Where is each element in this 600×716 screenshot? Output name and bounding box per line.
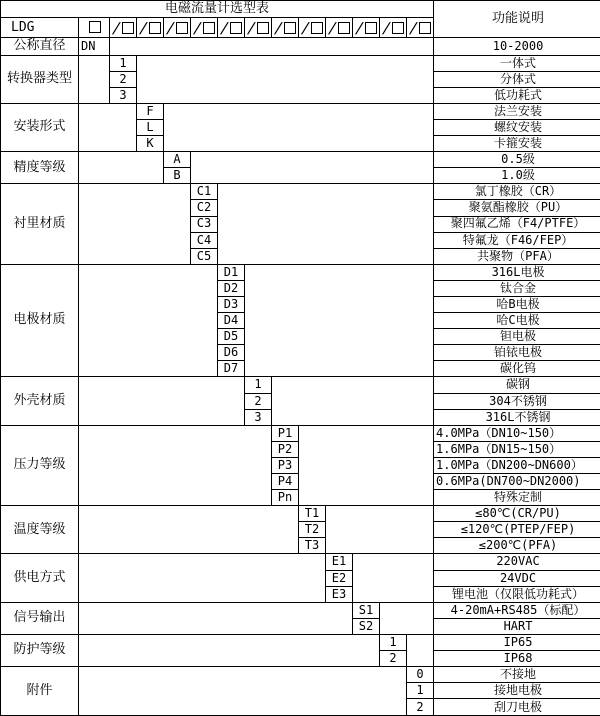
model-code-slot [245,18,272,38]
desc-cell: 220VAC [434,554,600,570]
code-cell: Pn [272,490,299,506]
code-cell: P4 [272,474,299,490]
desc-cell: 一体式 [434,55,600,71]
checkbox-square-icon [89,21,101,33]
desc-cell: IP68 [434,651,600,667]
spacer-cell [79,602,353,634]
section-label-electrode-material: 电极材质 [1,264,79,377]
desc-cell: 刮刀电极 [434,699,600,716]
desc-cell: 低功耗式 [434,87,600,103]
spacer-cell [79,152,164,184]
checkbox-square-icon [176,22,188,34]
slash-glyph: / [407,18,420,37]
desc-cell: ≤200℃(PFA) [434,538,600,554]
spacer-cell [299,425,434,505]
desc-cell: 哈B电极 [434,296,600,312]
code-cell: C5 [191,248,218,264]
model-code-slot [164,18,191,38]
desc-cell: 特氟龙（F46/FEP） [434,232,600,248]
desc-cell: 1.0级 [434,168,600,184]
slash-glyph: / [353,18,366,37]
code-cell: 2 [110,71,137,87]
code-cell: 2 [380,651,407,667]
checkbox-square-icon [338,22,350,34]
code-cell: 1 [380,634,407,650]
spacer-cell [79,184,191,264]
desc-cell: 共聚物（PFA） [434,248,600,264]
model-code-slot [380,18,407,38]
model-code-slot [137,18,164,38]
checkbox-square-icon [203,22,215,34]
spacer-cell [79,634,380,666]
slash-glyph: / [272,18,285,37]
section-label-pressure-rating: 压力等级 [1,425,79,505]
desc-cell: 碳化钨 [434,361,600,377]
desc-cell: 聚四氟乙烯（F4/PTFE） [434,216,600,232]
slash-glyph: / [191,18,204,37]
desc-cell: ≤120℃(PTEP/FEP) [434,522,600,538]
spacer-cell [272,377,434,425]
desc-cell: 钽电极 [434,329,600,345]
spacer-cell [79,264,218,377]
desc-cell: 304不锈钢 [434,393,600,409]
desc-cell: 法兰安装 [434,103,600,119]
checkbox-square-icon [392,22,404,34]
desc-cell: 氯丁橡胶（CR） [434,184,600,200]
desc-cell: 1.0MPa（DN200~DN600） [434,457,600,473]
model-code-slot [326,18,353,38]
code-cell: 0 [407,667,434,683]
spacer-cell [79,554,326,602]
code-cell: C4 [191,232,218,248]
code-cell: B [164,168,191,184]
code-cell: 2 [407,699,434,716]
slash-glyph: / [380,18,393,37]
spacer-cell [191,152,434,184]
desc-cell: HART [434,618,600,634]
desc-cell: 分体式 [434,71,600,87]
code-cell: D3 [218,296,245,312]
desc-cell: 10-2000 [434,38,600,55]
desc-cell: 特殊定制 [434,490,600,506]
code-cell: S1 [353,602,380,618]
desc-cell: 钛合金 [434,280,600,296]
code-cell: P3 [272,457,299,473]
slash-glyph: / [218,18,231,37]
checkbox-square-icon [284,22,296,34]
slash-glyph: / [326,18,339,37]
model-code-slot [110,18,137,38]
spacer-cell [137,55,434,103]
code-cell: F [137,103,164,119]
spacer-cell [326,506,434,554]
code-cell: E1 [326,554,353,570]
desc-cell: 24VDC [434,570,600,586]
section-label-installation-type: 安装形式 [1,103,79,151]
spacer-cell [218,184,434,264]
section-label-converter-type: 转换器类型 [1,55,79,103]
code-cell: K [137,136,164,152]
model-code-slot [79,18,110,38]
spacer-cell [110,38,434,55]
checkbox-square-icon [419,22,431,34]
checkbox-square-icon [230,22,242,34]
spacer-cell [380,602,434,634]
slash-glyph: / [137,18,150,37]
desc-cell: 锂电池（仅限低功耗式） [434,586,600,602]
code-cell: DN [79,38,110,55]
desc-cell: 1.6MPa（DN15~150） [434,441,600,457]
spacer-cell [245,264,434,377]
spacer-cell [79,667,407,716]
code-cell: P1 [272,425,299,441]
model-code-slot [407,18,434,38]
code-cell: C3 [191,216,218,232]
slash-glyph: / [245,18,258,37]
desc-cell: 接地电极 [434,683,600,699]
model-prefix-cell: LDG [1,18,79,38]
code-cell: E2 [326,570,353,586]
table-title: 电磁流量计选型表 [1,1,434,18]
section-label-housing-material: 外壳材质 [1,377,79,425]
model-code-slot [299,18,326,38]
checkbox-square-icon [122,22,134,34]
spacer-cell [79,425,272,505]
code-cell: 3 [110,87,137,103]
section-label-temperature-rating: 温度等级 [1,506,79,554]
code-cell: D2 [218,280,245,296]
desc-cell: 0.5级 [434,152,600,168]
section-label-protection-rating: 防护等级 [1,634,79,666]
spacer-cell [79,103,137,151]
desc-cell: 316L不锈钢 [434,409,600,425]
section-label-power-supply: 供电方式 [1,554,79,602]
desc-cell: 4.0MPa（DN10~150） [434,425,600,441]
code-cell: T1 [299,506,326,522]
desc-cell: 卡箍安装 [434,136,600,152]
desc-cell: IP65 [434,634,600,650]
desc-cell: 哈C电极 [434,313,600,329]
checkbox-square-icon [311,22,323,34]
code-cell: D6 [218,345,245,361]
model-code-slot [272,18,299,38]
slash-glyph: / [110,18,123,37]
code-cell: T3 [299,538,326,554]
code-cell: 1 [110,55,137,71]
section-label-liner-material: 衬里材质 [1,184,79,264]
code-cell: D5 [218,329,245,345]
model-code-slot [191,18,218,38]
code-cell: S2 [353,618,380,634]
checkbox-square-icon [149,22,161,34]
code-cell: C1 [191,184,218,200]
code-cell: L [137,119,164,135]
spacer-cell [164,103,434,151]
code-cell: E3 [326,586,353,602]
checkbox-square-icon [365,22,377,34]
code-cell: D1 [218,264,245,280]
spacer-cell [79,55,110,103]
desc-cell: 0.6MPa(DN700~DN2000) [434,474,600,490]
desc-cell: 铂铱电极 [434,345,600,361]
section-label-nominal-diameter: 公称直径 [1,38,79,55]
desc-cell: 316L电极 [434,264,600,280]
slash-glyph: / [164,18,177,37]
code-cell: 1 [407,683,434,699]
section-label-signal-output: 信号输出 [1,602,79,634]
spacer-cell [407,634,434,666]
code-cell: 3 [245,409,272,425]
model-code-slot [353,18,380,38]
desc-cell: 聚氨酯橡胶（PU） [434,200,600,216]
code-cell: 2 [245,393,272,409]
checkbox-square-icon [257,22,269,34]
desc-cell: 不接地 [434,667,600,683]
desc-cell: ≤80℃(CR/PU) [434,506,600,522]
code-cell: T2 [299,522,326,538]
code-cell: C2 [191,200,218,216]
spacer-cell [79,506,299,554]
section-label-accuracy-class: 精度等级 [1,152,79,184]
code-cell: P2 [272,441,299,457]
model-code-slot [218,18,245,38]
spacer-cell [353,554,434,602]
desc-cell: 碳钢 [434,377,600,393]
slash-glyph: / [299,18,312,37]
section-label-accessories: 附件 [1,667,79,716]
desc-cell: 4-20mA+RS485（标配） [434,602,600,618]
spacer-cell [79,377,245,425]
function-column-header: 功能说明 [434,1,600,38]
code-cell: D7 [218,361,245,377]
code-cell: D4 [218,313,245,329]
code-cell: A [164,152,191,168]
desc-cell: 螺纹安装 [434,119,600,135]
code-cell: 1 [245,377,272,393]
